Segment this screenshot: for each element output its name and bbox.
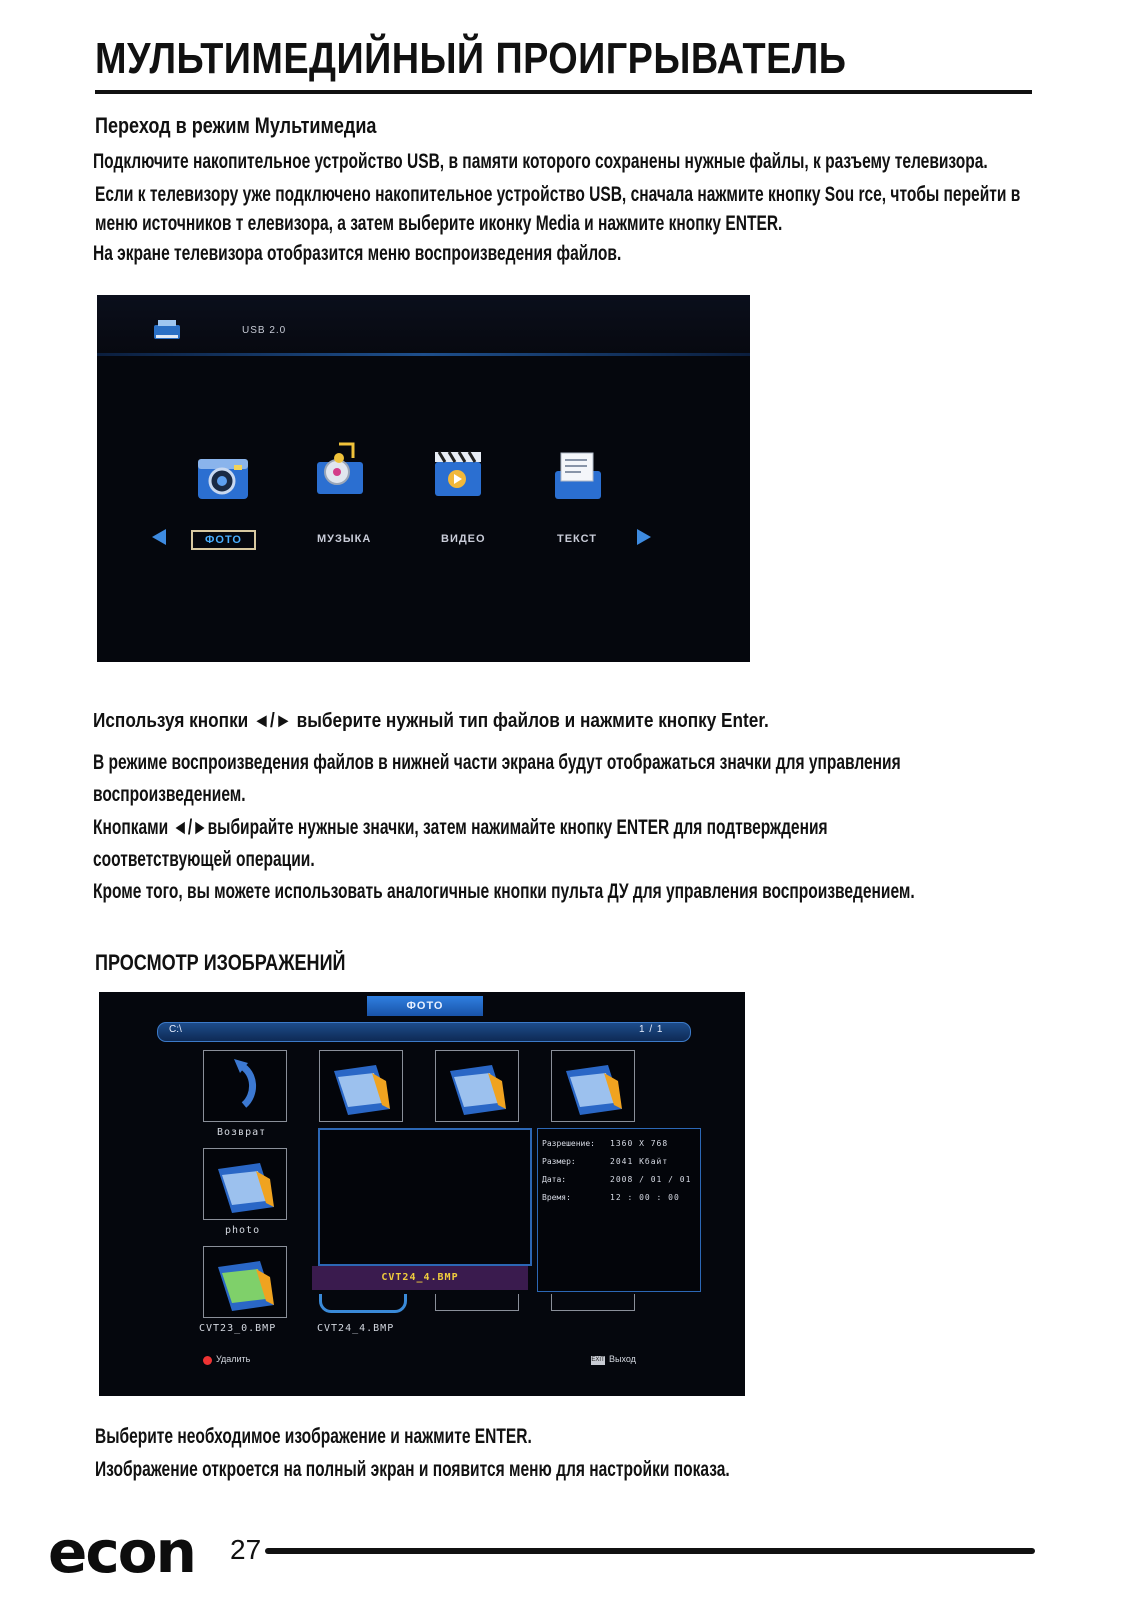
path-bar: [157, 1022, 691, 1042]
clapper-icon[interactable]: [427, 440, 489, 502]
title-divider: [95, 90, 1032, 94]
section-heading-multimedia: Переход в режим Мультимедиа: [95, 113, 377, 138]
paragraph-line: В режиме воспроизведения файлов в нижней части экрана будут отображаться значки для управления: [93, 751, 901, 774]
image-thumbnail[interactable]: [203, 1246, 287, 1318]
folder-icon: [552, 1051, 634, 1121]
paragraph-line: Выберите необходимое изображение и нажмите ENTER.: [95, 1425, 532, 1448]
info-value: 1360 X 768: [610, 1139, 669, 1148]
paragraph-line: меню источников т елевизора, а затем выберите иконку Media и нажмите кнопку ENTER.: [95, 212, 783, 235]
info-value: 2008 / 01 / 01: [610, 1175, 692, 1184]
music-icon[interactable]: [309, 438, 371, 500]
usb-label: USB 2.0: [242, 325, 287, 336]
tab-photo[interactable]: ФОТО: [367, 996, 483, 1016]
back-caption: Возврат: [217, 1127, 267, 1138]
paragraph-line: Изображение откроется на полный экран и появится меню для настройки показа.: [95, 1458, 730, 1481]
menu-item-photo[interactable]: ФОТО: [191, 530, 256, 550]
paragraph-line: воспроизведением.: [93, 783, 246, 806]
folder-icon: [320, 1051, 402, 1121]
page-indicator: 1 / 1: [639, 1024, 664, 1035]
thumbnail[interactable]: [551, 1050, 635, 1122]
empty-slot[interactable]: [435, 1294, 519, 1311]
page-number: 27: [230, 1534, 262, 1565]
media-menu-screenshot: [97, 295, 750, 662]
document-icon[interactable]: [547, 445, 609, 507]
selected-filename: CVT24_4.BMP: [312, 1266, 528, 1290]
photo-browser-screenshot: [99, 992, 745, 1396]
info-key: Время:: [542, 1193, 571, 1202]
arrow-left-icon[interactable]: [152, 529, 166, 545]
info-key: Разрешение:: [542, 1139, 595, 1148]
info-key: Дата:: [542, 1175, 567, 1184]
menu-item-music[interactable]: МУЗЫКА: [317, 533, 372, 545]
paragraph-line: Кроме того, вы можете использовать аналогичные кнопки пульта ДУ для управления воспроизведением.: [93, 880, 915, 903]
folder-caption: photo: [225, 1225, 261, 1236]
return-arrow-icon: [204, 1051, 286, 1121]
screen-header: [97, 295, 750, 353]
arrow-right-icon[interactable]: [637, 529, 651, 545]
paragraph-line: Кнопками ◄/►выбирайте нужные значки, затем нажимайте кнопку ENTER для подтверждения: [93, 816, 828, 839]
thumbnail[interactable]: [319, 1050, 403, 1122]
file-info-panel: [537, 1128, 701, 1292]
paragraph-line: На экране телевизора отобразится меню воспроизведения файлов.: [93, 242, 622, 265]
folder-thumbnail[interactable]: [203, 1148, 287, 1220]
section-heading-image-view: ПРОСМОТР ИЗОБРАЖЕНИЙ: [95, 950, 346, 975]
paragraph-line: Используя кнопки ◄/► выберите нужный тип файлов и нажмите кнопку Enter.: [93, 710, 769, 732]
paragraph-line: соответствующей операции.: [93, 848, 315, 871]
header-divider: [97, 353, 750, 356]
page-title: МУЛЬТИМЕДИЙНЫЙ ПРОИГРЫВАТЕЛЬ: [95, 34, 847, 83]
red-button-icon: [203, 1356, 212, 1365]
brand-logo: econ: [48, 1518, 195, 1586]
info-value: 12 : 00 : 00: [610, 1193, 680, 1202]
image-file-icon: [204, 1247, 286, 1317]
menu-item-text[interactable]: ТЕКСТ: [557, 533, 598, 545]
image-preview: [318, 1128, 532, 1266]
file-caption: CVT24_4.BMP: [317, 1323, 395, 1334]
paragraph-line: Подключите накопительное устройство USB, в памяти которого сохранены нужные файлы, к разъему телевизора.: [93, 150, 988, 173]
delete-hint: Удалить: [216, 1354, 251, 1364]
thumbnail[interactable]: [435, 1050, 519, 1122]
selected-slot[interactable]: [319, 1294, 407, 1313]
empty-slot[interactable]: [551, 1294, 635, 1311]
exit-key-icon: EXIT: [591, 1357, 605, 1363]
camera-icon[interactable]: [192, 445, 254, 507]
folder-icon: [204, 1149, 286, 1219]
info-key: Размер:: [542, 1157, 576, 1166]
file-caption: CVT23_0.BMP: [199, 1323, 277, 1334]
info-value: 2041 Кбайт: [610, 1157, 669, 1166]
paragraph-line: Если к телевизору уже подключено накопительное устройство USB, сначала нажмите кнопку Sou rce, чтобы перейти в: [95, 183, 1021, 206]
exit-hint: Выход: [609, 1354, 636, 1364]
usb-drive-icon: [152, 319, 182, 341]
footer-divider: [265, 1548, 1035, 1554]
back-thumbnail[interactable]: [203, 1050, 287, 1122]
menu-item-video[interactable]: ВИДЕО: [441, 533, 486, 545]
folder-icon: [436, 1051, 518, 1121]
path-label: C:\: [169, 1024, 182, 1035]
